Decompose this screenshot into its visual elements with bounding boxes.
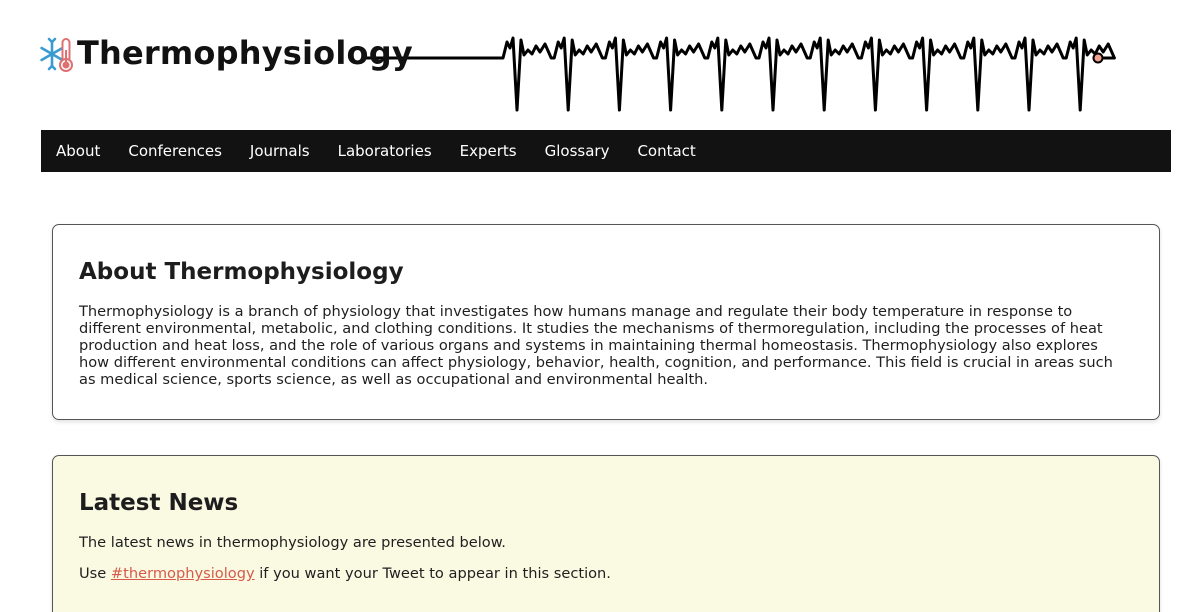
about-card [52,224,1160,420]
hashtag-link[interactable]: #thermophysiology [110,565,255,582]
nav-item-journals[interactable]: Journals [249,142,310,160]
nav-item-conferences[interactable]: Conferences [128,142,222,160]
about-title: About Thermophysiology [79,259,404,285]
nav-item-contact[interactable]: Contact [637,142,696,160]
news-card [52,455,1160,612]
news-title: Latest News [79,490,239,516]
news-use-prefix: Use [79,565,107,582]
news-intro: The latest news in thermophysiology are presented below. [79,534,506,551]
nav-item-experts[interactable]: Experts [459,142,517,160]
snowflake-thermometer-icon[interactable] [40,36,78,74]
main-nav [41,130,1171,172]
nav-item-laboratories[interactable]: Laboratories [337,142,432,160]
about-text: Thermophysiology is a branch of physiology that investigates how humans manage and regulate their body temperature in response to different environmental, metabolic, and clothing conditions. It studies the mechanisms of thermoregulation, including the processes of heat production and heat loss, and the role of various organs and systems in maintaining thermal homeostasis. Thermophysiology also explores how different environmental conditions can affect physiology, behavior, health, cognition, and performance. This field is crucial in areas such as medical science, sports science, as well as occupational and environmental health. [79,303,1113,388]
site-title[interactable]: Thermophysiology [77,34,413,72]
news-hashtag-line [79,565,611,583]
nav-item-glossary[interactable]: Glossary [544,142,610,160]
news-use-suffix: if you want your Tweet to appear in this section. [259,565,611,582]
site-header [0,0,1200,130]
nav-item-about[interactable]: About [56,142,101,160]
